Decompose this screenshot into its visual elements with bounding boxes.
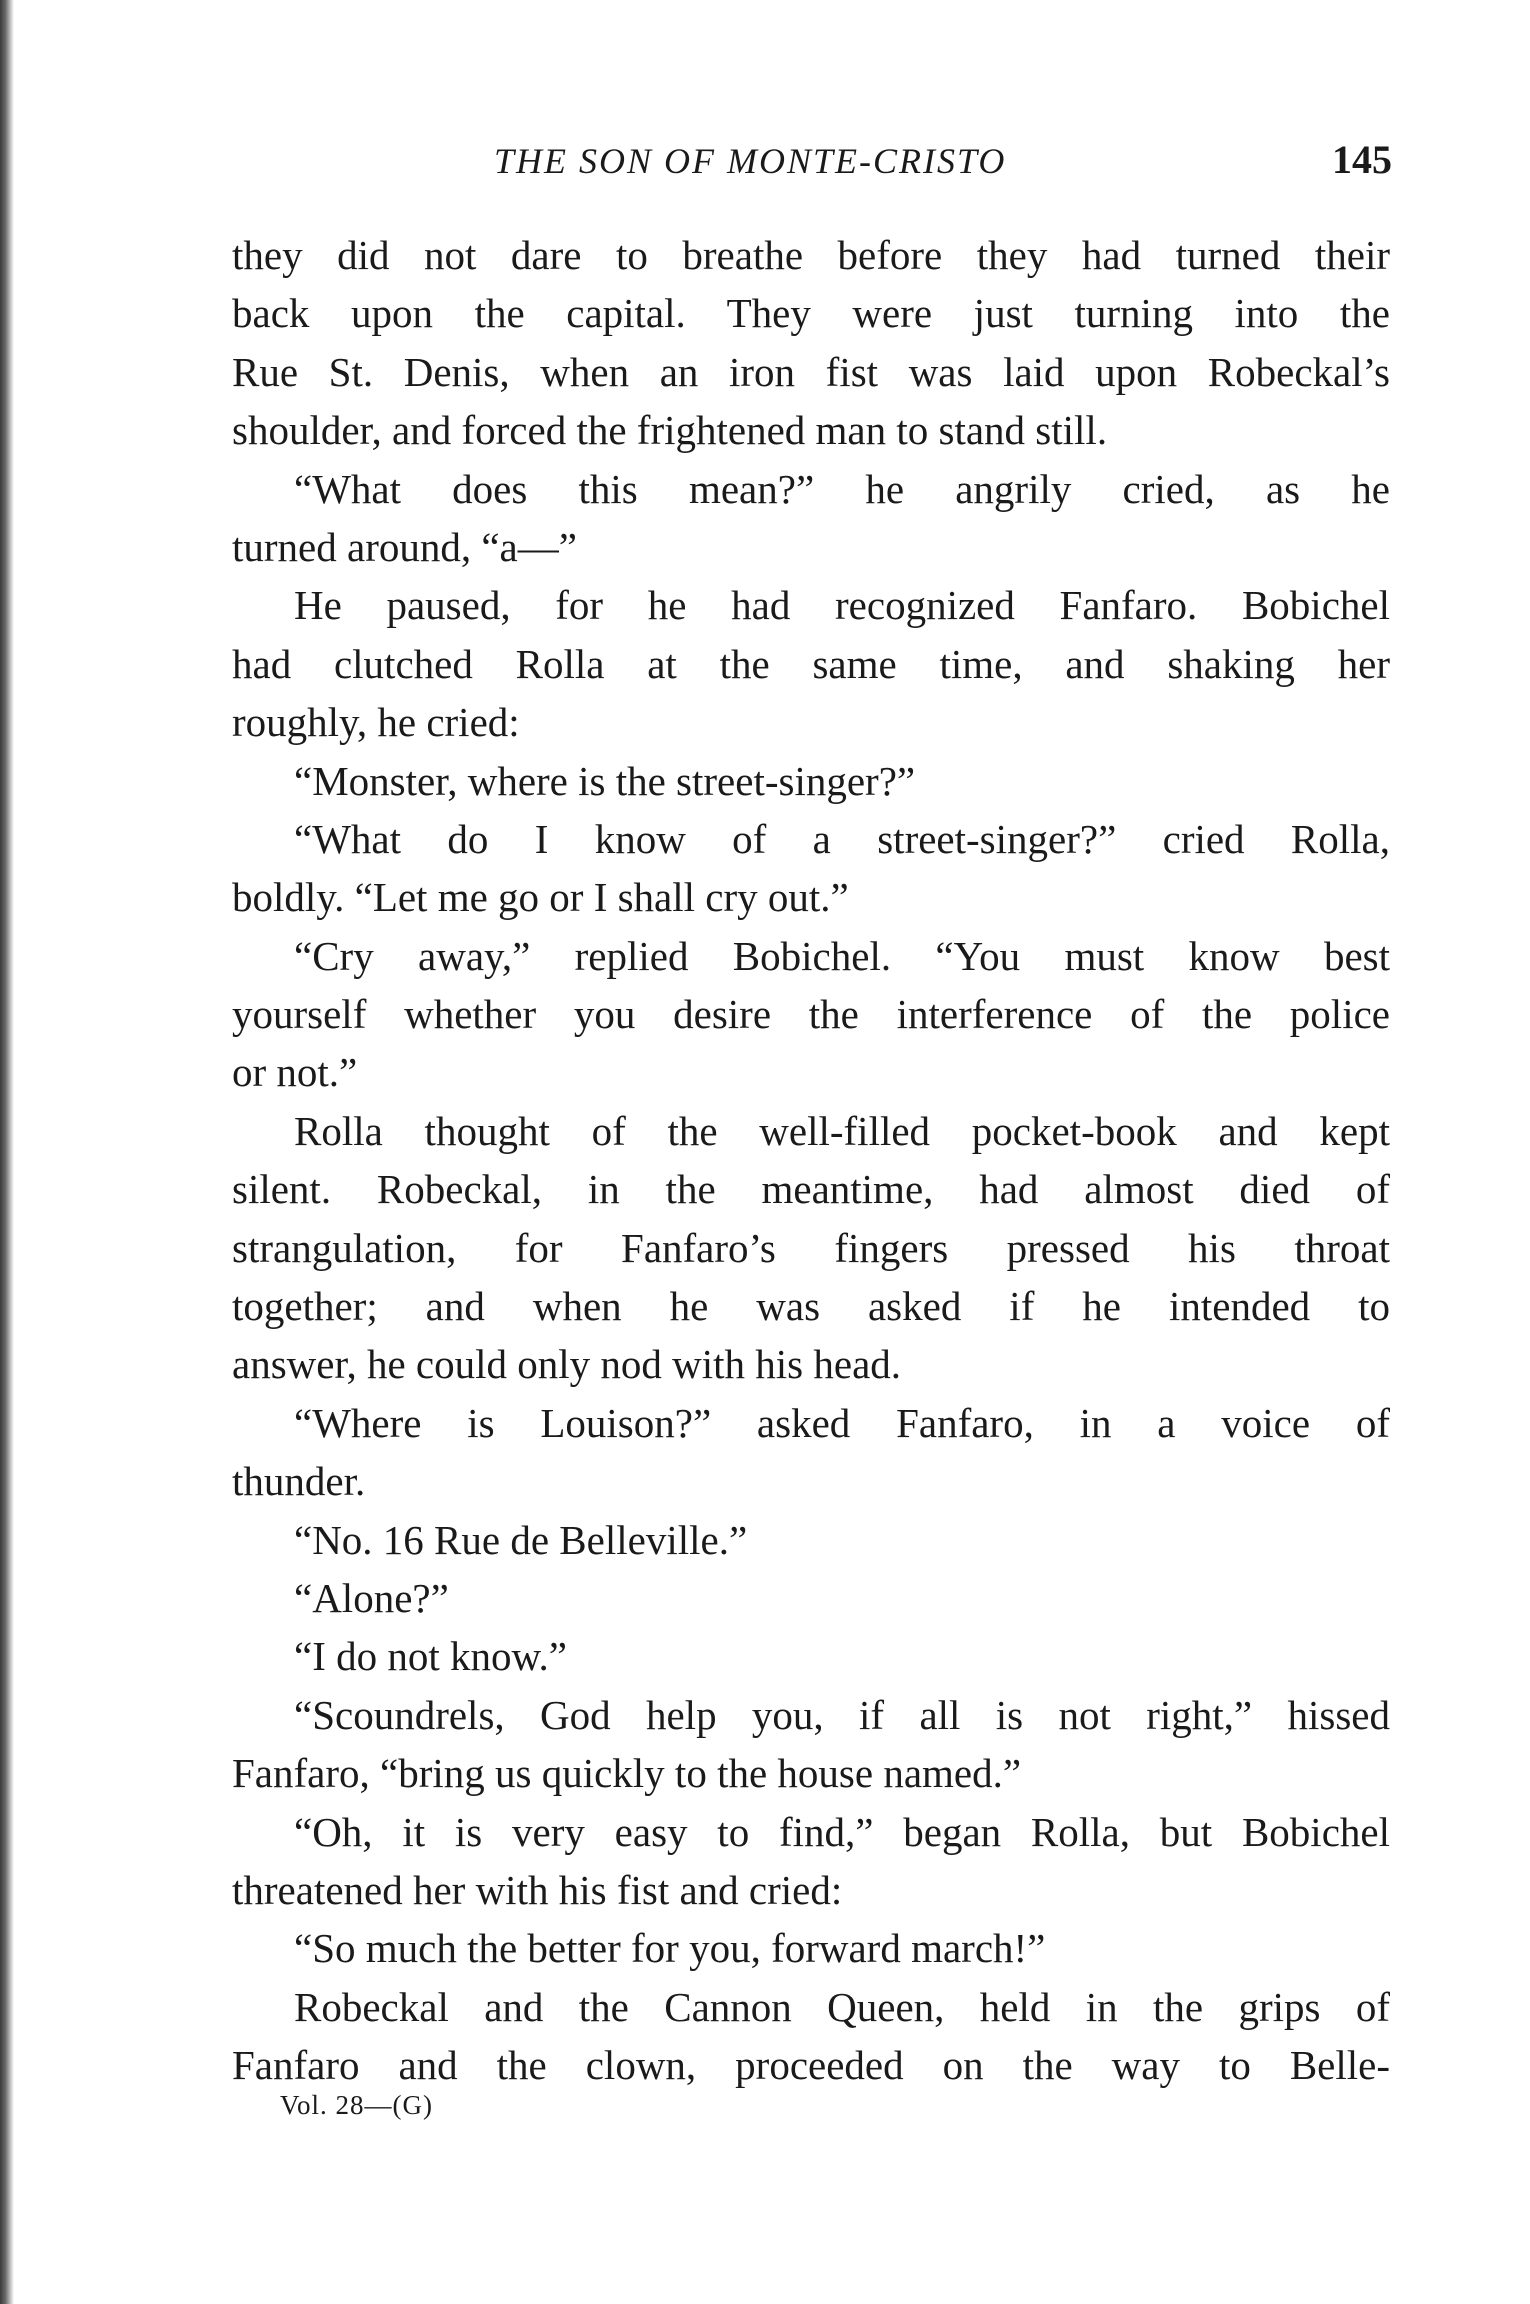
text-line: threatened her with his fist and cried:	[232, 1866, 843, 1913]
text-line: “No. 16 Rue de Belleville.”	[294, 1516, 748, 1563]
text-line: yourself whether you desire the interference of the police	[232, 991, 1390, 1038]
text-line: “Scoundrels, God help you, if all is not right,” hissed	[294, 1691, 1390, 1738]
text-line: “Cry away,” replied Bobichel. “You must know best	[294, 932, 1390, 979]
text-line: shoulder, and forced the frightened man to stand still.	[232, 407, 1108, 454]
text-line: thunder.	[232, 1458, 366, 1505]
text-line: He paused, for he had recognized Fanfaro. Bobichel	[294, 582, 1390, 629]
text-line: Rolla thought of the well-filled pocket-book and kept	[294, 1107, 1390, 1154]
text-line: strangulation, for Fanfaro’s fingers pressed his throat	[232, 1224, 1390, 1271]
text-line: back upon the capital. They were just turning into the	[232, 290, 1390, 337]
page-number: 145	[1332, 137, 1392, 182]
running-title: THE SON OF MONTE-CRISTO	[494, 141, 1007, 181]
text-line: Rue St. Denis, when an iron fist was laid upon Robeckal’s	[232, 348, 1390, 395]
text-line: they did not dare to breathe before they had turned their	[232, 232, 1390, 278]
text-line: boldly. “Let me go or I shall cry out.”	[232, 874, 849, 921]
text-line: “What does this mean?” he angrily cried, as he	[294, 465, 1390, 512]
text-line: “Oh, it is very easy to find,” began Rolla, but Bobichel	[294, 1808, 1390, 1855]
text-line: had clutched Rolla at the same time, and shaking her	[232, 640, 1390, 687]
signature-mark: Vol. 28—(G)	[280, 2090, 434, 2120]
text-line: turned around, “a—”	[232, 523, 577, 570]
body-text	[232, 226, 1390, 2095]
text-line: “What do I know of a street-singer?” cried Rolla,	[294, 815, 1390, 862]
text-line: or not.”	[232, 1049, 358, 1096]
text-line: “Monster, where is the street-singer?”	[294, 757, 916, 804]
text-line: together; and when he was asked if he intended to	[232, 1283, 1390, 1330]
text-line: Fanfaro and the clown, proceeded on the way to Belle-	[232, 2042, 1390, 2089]
text-line: “Where is Louison?” asked Fanfaro, in a voice of	[294, 1399, 1390, 1446]
text-line: silent. Robeckal, in the meantime, had almost died of	[232, 1166, 1390, 1213]
text-line: Fanfaro, “bring us quickly to the house named.”	[232, 1750, 1022, 1797]
text-line: “I do not know.”	[294, 1633, 567, 1680]
binding-edge	[0, 0, 14, 2304]
text-line: answer, he could only nod with his head.	[232, 1341, 902, 1388]
running-head	[232, 137, 1392, 200]
text-line: “So much the better for you, forward march!”	[294, 1925, 1046, 1972]
text-line: roughly, he cried:	[232, 699, 520, 746]
text-line: Robeckal and the Cannon Queen, held in the grips of	[294, 1983, 1390, 2030]
text-line: “Alone?”	[294, 1574, 449, 1621]
